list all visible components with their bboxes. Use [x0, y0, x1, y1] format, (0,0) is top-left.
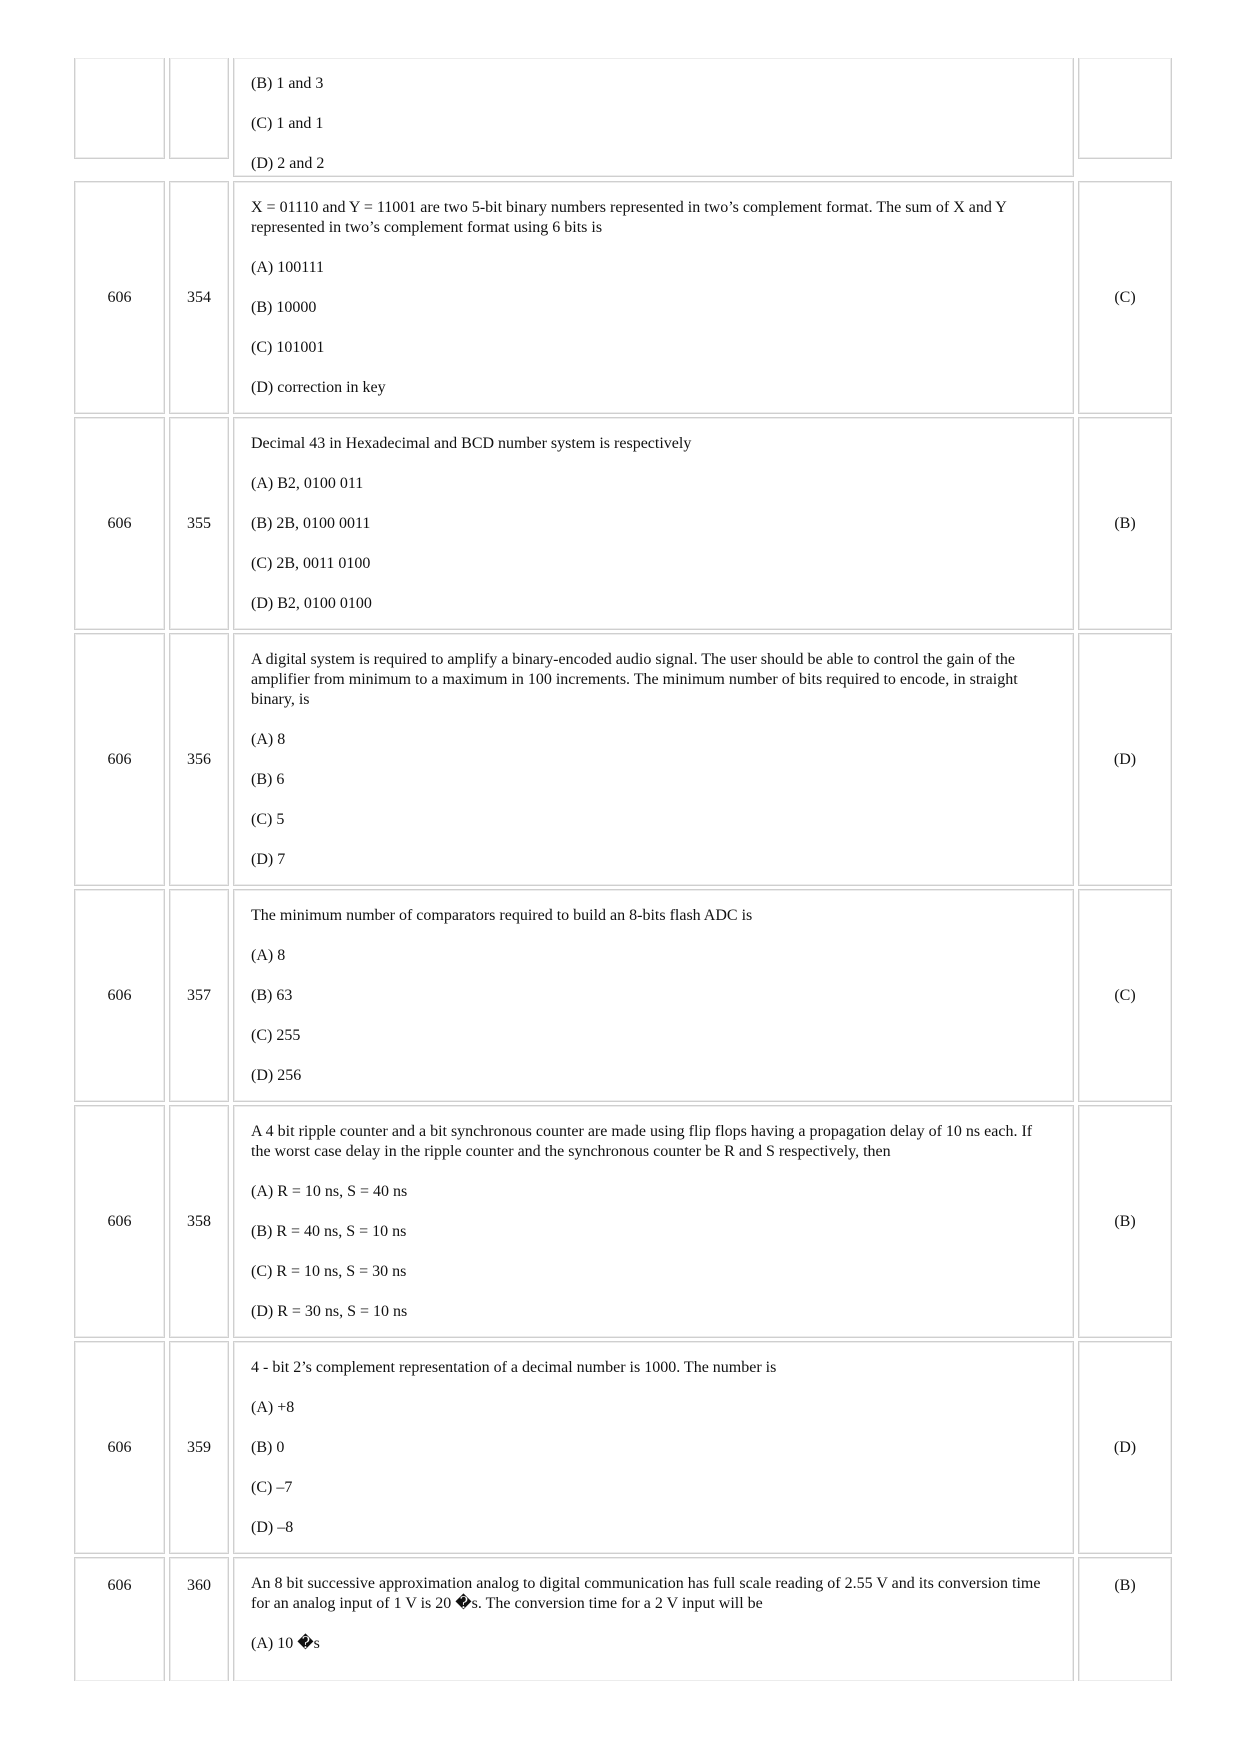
option-d: (D) correction in key: [251, 379, 386, 396]
code-cell: 606: [74, 633, 165, 886]
code-cell: 606: [74, 889, 165, 1102]
question-text: The minimum number of comparators required to build an 8-bits flash ADC is: [251, 907, 753, 924]
question-number-cell: 360: [169, 1557, 229, 1681]
question-text: An 8 bit successive approximation analog to digital communication has full scale reading of 2.55 V and its conversion time for an analog input of 1 V is 20 �s. The conversion time for a 2 V input will be: [251, 1575, 1041, 1612]
option-d: (D) 2 and 2: [251, 155, 325, 172]
question-number-cell: 356: [169, 633, 229, 886]
option-c: (C) R = 10 ns, S = 30 ns: [251, 1263, 407, 1280]
option-b: (B) 1 and 3: [251, 75, 324, 92]
question-cell: [233, 1557, 1074, 1681]
code-cell: 606: [74, 1105, 165, 1338]
option-d: (D) 256: [251, 1067, 302, 1084]
answer-cell: (D): [1078, 633, 1172, 886]
question-text: 4 - bit 2’s complement representation of a decimal number is 1000. The number is: [251, 1359, 777, 1376]
option-d: (D) B2, 0100 0100: [251, 595, 372, 612]
code-cell: 606: [74, 1557, 165, 1681]
option-b: (B) R = 40 ns, S = 10 ns: [251, 1223, 407, 1240]
question-text: Decimal 43 in Hexadecimal and BCD number system is respectively: [251, 435, 692, 452]
option-b: (B) 6: [251, 771, 285, 788]
option-b: (B) 2B, 0100 0011: [251, 515, 371, 532]
option-c: (C) 2B, 0011 0100: [251, 555, 371, 572]
question-text: A digital system is required to amplify a binary-encoded audio signal. The user should be able to control the gain of the amplifier from minimum to a maximum in 100 increments. The minimum number of bits required to encode, in straight binary, is: [251, 651, 1018, 708]
option-d: (D) –8: [251, 1519, 294, 1536]
option-d: (D) R = 30 ns, S = 10 ns: [251, 1303, 408, 1320]
question-number-cell: 358: [169, 1105, 229, 1338]
option-b: (B) 10000: [251, 299, 317, 316]
code-cell: 606: [74, 181, 165, 414]
question-number-cell: 359: [169, 1341, 229, 1554]
option-a: (A) 8: [251, 947, 286, 964]
answer-cell: (C): [1078, 181, 1172, 414]
option-c: (C) 255: [251, 1027, 301, 1044]
question-cell: [233, 1105, 1074, 1338]
option-d: (D) 7: [251, 851, 286, 868]
option-a: (A) R = 10 ns, S = 40 ns: [251, 1183, 408, 1200]
option-c: (C) 1 and 1: [251, 115, 324, 132]
answer-cell: (B): [1078, 1105, 1172, 1338]
question-cell: [233, 633, 1074, 886]
code-cell: 606: [74, 1341, 165, 1554]
fragment-answer-cell: [1078, 58, 1172, 159]
answer-cell: (B): [1078, 1557, 1172, 1681]
fragment-question-cell: [233, 58, 1074, 177]
question-cell: [233, 417, 1074, 630]
fragment-code-cell: [74, 58, 165, 159]
option-c: (C) –7: [251, 1479, 293, 1496]
question-cell: [233, 889, 1074, 1102]
option-b: (B) 63: [251, 987, 293, 1004]
option-a: (A) 100111: [251, 259, 325, 276]
option-a: (A) 10 �s: [251, 1635, 320, 1652]
answer-cell: (B): [1078, 417, 1172, 630]
fragment-num-cell: [169, 58, 229, 159]
question-number-cell: 354: [169, 181, 229, 414]
option-b: (B) 0: [251, 1439, 285, 1456]
option-a: (A) B2, 0100 011: [251, 475, 364, 492]
option-a: (A) +8: [251, 1399, 295, 1416]
code-cell: 606: [74, 417, 165, 630]
question-cell: [233, 181, 1074, 414]
answer-cell: (C): [1078, 889, 1172, 1102]
question-cell: [233, 1341, 1074, 1554]
option-a: (A) 8: [251, 731, 286, 748]
question-text: X = 01110 and Y = 11001 are two 5-bit binary numbers represented in two’s complement format. The sum of X and Y represented in two’s complement format using 6 bits is: [251, 199, 1007, 236]
option-c: (C) 5: [251, 811, 285, 828]
option-c: (C) 101001: [251, 339, 325, 356]
answer-cell: (D): [1078, 1341, 1172, 1554]
question-number-cell: 355: [169, 417, 229, 630]
question-text: A 4 bit ripple counter and a bit synchronous counter are made using flip flops having a propagation delay of 10 ns each. If the worst case delay in the ripple counter and the synchronous counter be R and S respectively, then: [251, 1123, 1033, 1160]
question-number-cell: 357: [169, 889, 229, 1102]
